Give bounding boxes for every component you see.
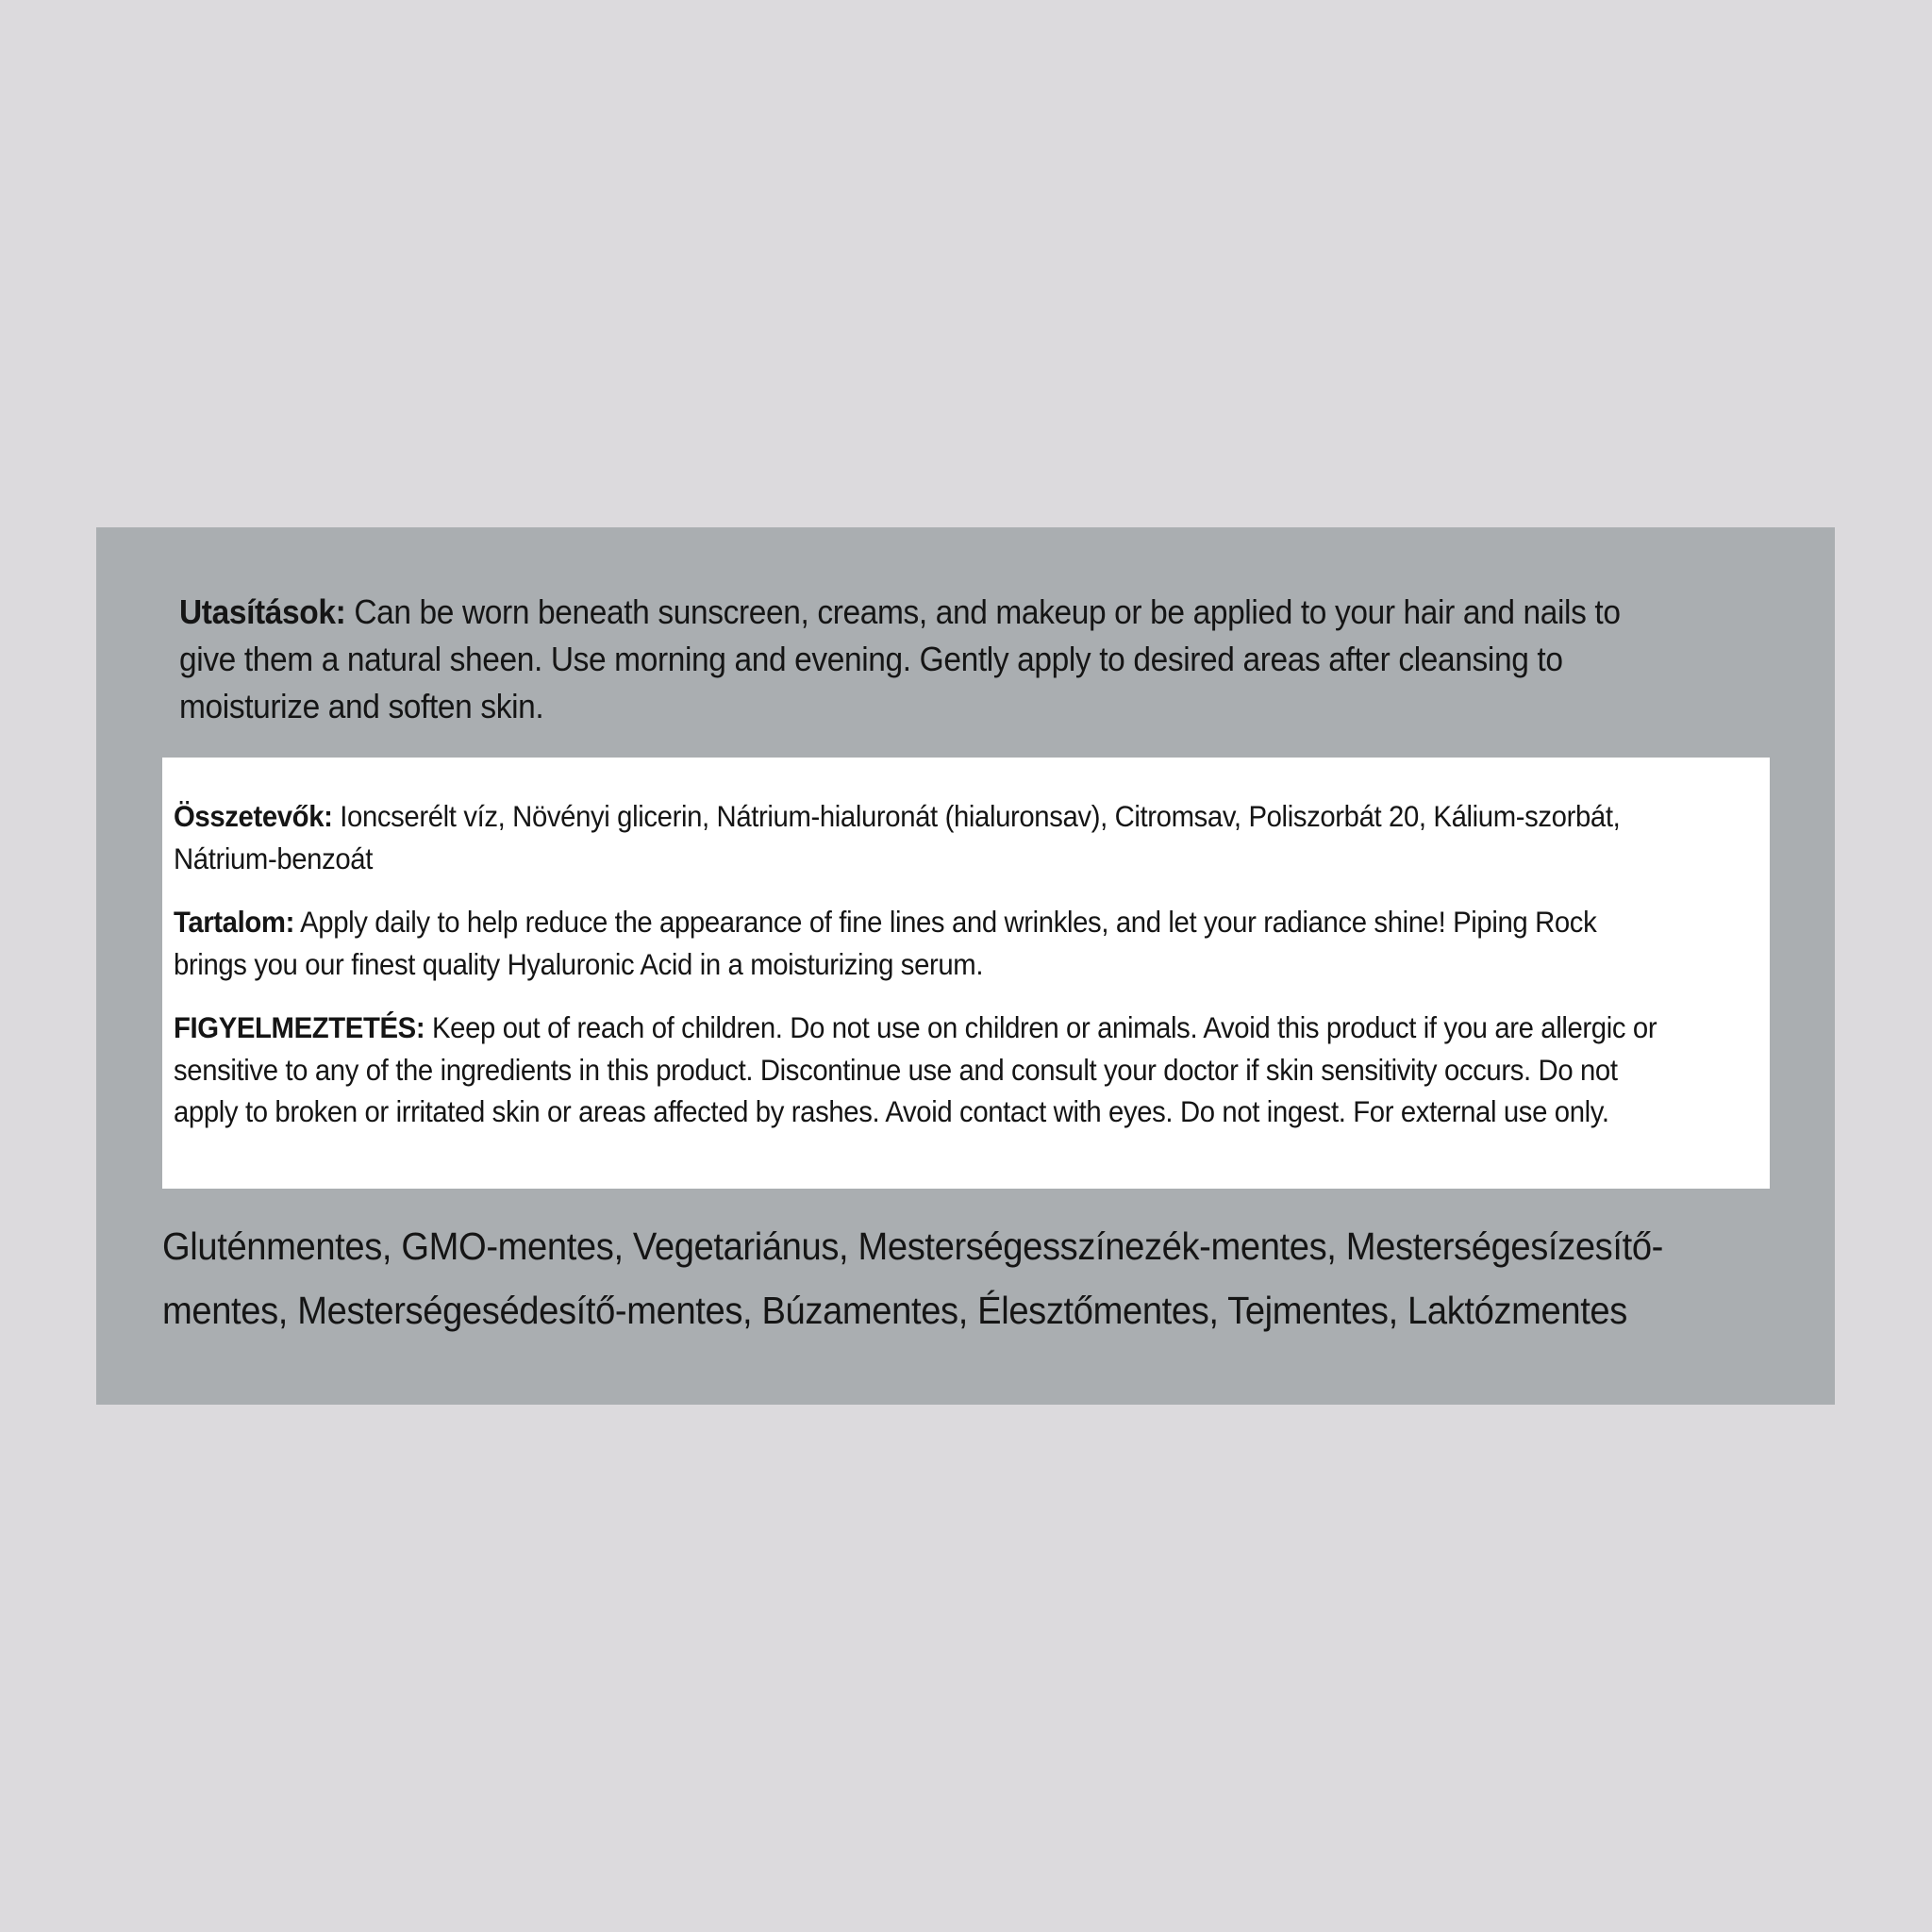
warning-heading: FIGYELMEZTETÉS: (174, 1010, 425, 1044)
contents-paragraph (174, 901, 1674, 985)
contents-text: Apply daily to help reduce the appearance of fine lines and wrinkles, and let your radiance shine! Piping Rock brings you our finest quality Hyaluronic Acid in a moisturizing serum. (174, 905, 1597, 981)
warning-paragraph (174, 1007, 1674, 1133)
directions-text: Can be worn beneath sunscreen, creams, and makeup or be applied to your hair and nails to give them a natural sheen. Use morning and evening. Gently apply to desired areas after cleansing to moisturize and soften skin. (179, 592, 1621, 725)
directions-paragraph (179, 589, 1662, 730)
warning-text: Keep out of reach of children. Do not use on children or animals. Avoid this product if you are allergic or sensitive to any of the ingredients in this product. Discontinue use and consult your doctor if skin sensitivity occurs. Do not apply to broken or irritated skin or areas affected by rashes. Avoid contact with eyes. Do not ingest. For external use only. (174, 1010, 1657, 1128)
product-label-panel (96, 527, 1835, 1405)
ingredients-heading: Összetevők: (174, 799, 333, 833)
free-from-claims: Gluténmentes, GMO-mentes, Vegetariánus, Mesterségesszínezék-mentes, Mesterségesízesítő-mentes, Mesterségesédesítő-mentes, Búzamentes, Élesztőmentes, Tejmentes, Laktózmentes (162, 1224, 1663, 1332)
ingredients-text: Ioncserélt víz, Növényi glicerin, Nátrium-hialuronát (hialuronsav), Citromsav, Poliszorbát 20, Kálium-szorbát, Nátrium-benzoát (174, 799, 1621, 875)
ingredients-info-box (162, 758, 1770, 1189)
contents-heading: Tartalom: (174, 905, 294, 939)
ingredients-paragraph (174, 795, 1674, 879)
directions-heading: Utasítások: (179, 592, 346, 631)
